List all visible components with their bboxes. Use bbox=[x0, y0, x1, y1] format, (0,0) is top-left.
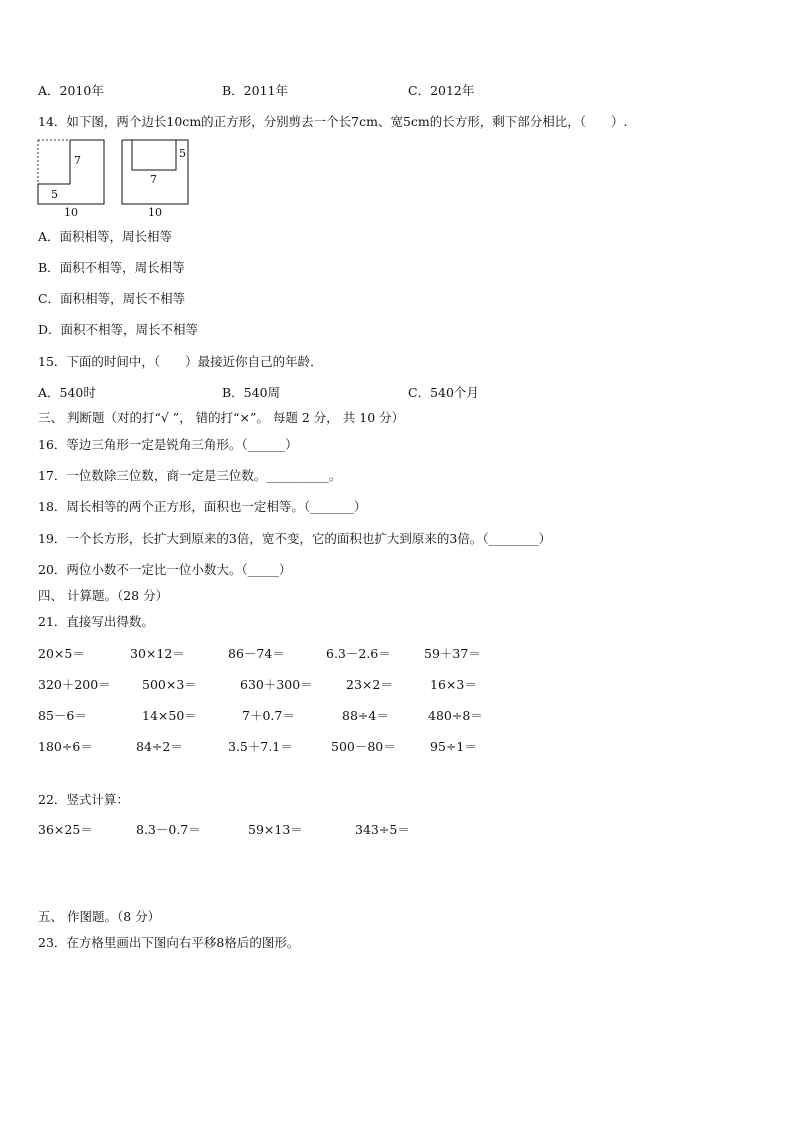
q21-item: 86－74＝ bbox=[228, 646, 285, 661]
q21-item: 30×12＝ bbox=[130, 646, 185, 661]
q21-item: 20×5＝ bbox=[38, 646, 85, 661]
q21-item: 23×2＝ bbox=[346, 677, 393, 692]
left-fig-height-label: 7 bbox=[74, 154, 81, 167]
q18: 18．周长相等的两个正方形，面积也一定相等。（_______） bbox=[38, 499, 367, 514]
left-square-figure bbox=[38, 140, 104, 219]
q14-figure bbox=[36, 136, 196, 222]
section3-heading: 三、 判断题（对的打“√ ”， 错的打“×”。 每题 2 分， 共 10 分） bbox=[38, 410, 405, 425]
right-fig-height-label: 5 bbox=[179, 147, 186, 160]
right-square-figure bbox=[122, 140, 188, 219]
q22-item: 59×13＝ bbox=[248, 822, 303, 837]
q21-item: 180÷6＝ bbox=[38, 739, 93, 754]
q22-stem: 22．竖式计算： bbox=[38, 792, 129, 807]
q21-stem: 21．直接写出得数。 bbox=[38, 614, 154, 629]
q17: 17．一位数除三位数，商一定是三位数。__________。 bbox=[38, 468, 342, 483]
right-fig-side-label: 10 bbox=[148, 206, 162, 219]
q14-figure-svg bbox=[36, 136, 196, 222]
q16: 16．等边三角形一定是锐角三角形。（______） bbox=[38, 437, 298, 452]
q21-item: 500－80＝ bbox=[331, 739, 396, 754]
q14-option-d: D．面积不相等，周长不相等 bbox=[38, 322, 199, 337]
q21-item: 480÷8＝ bbox=[428, 708, 483, 723]
q21-item: 84÷2＝ bbox=[136, 739, 183, 754]
q22-item: 8.3－0.7＝ bbox=[136, 822, 201, 837]
left-fig-width-label: 5 bbox=[51, 188, 58, 201]
q13-option-a: A．2010年 bbox=[38, 83, 104, 98]
section4-heading: 四、 计算题。（28 分） bbox=[38, 588, 169, 603]
q13-option-b: B．2011年 bbox=[222, 83, 288, 98]
q21-item: 59＋37＝ bbox=[424, 646, 481, 661]
q13-option-c: C．2012年 bbox=[408, 83, 475, 98]
q21-item: 16×3＝ bbox=[430, 677, 477, 692]
section5-heading: 五、 作图题。（8 分） bbox=[38, 909, 161, 924]
q21-item: 6.3－2.6＝ bbox=[326, 646, 391, 661]
q15-stem: 15．下面的时间中，（ ）最接近你自己的年龄． bbox=[38, 354, 323, 369]
q21-item: 14×50＝ bbox=[142, 708, 197, 723]
q21-item: 95÷1＝ bbox=[430, 739, 477, 754]
q22-item: 343÷5＝ bbox=[355, 822, 410, 837]
q21-item: 630＋300＝ bbox=[240, 677, 313, 692]
q21-item: 500×3＝ bbox=[142, 677, 197, 692]
q21-item: 3.5＋7.1＝ bbox=[228, 739, 293, 754]
q15-option-c: C．540个月 bbox=[408, 385, 479, 400]
q21-item: 88÷4＝ bbox=[342, 708, 389, 723]
q20: 20．两位小数不一定比一位小数大。（_____） bbox=[38, 562, 292, 577]
q19: 19．一个长方形，长扩大到原来的3倍，宽不变，它的面积也扩大到原来的3倍。（________） bbox=[38, 531, 552, 546]
q21-item: 7＋0.7＝ bbox=[242, 708, 295, 723]
right-fig-width-label: 7 bbox=[150, 173, 157, 186]
q15-option-a: A．540时 bbox=[38, 385, 96, 400]
q23-stem: 23．在方格里画出下图向右平移8格后的图形。 bbox=[38, 935, 300, 950]
q14-option-a: A．面积相等，周长相等 bbox=[38, 229, 173, 244]
q21-item: 320＋200＝ bbox=[38, 677, 111, 692]
left-fig-side-label: 10 bbox=[64, 206, 78, 219]
q15-option-b: B．540周 bbox=[222, 385, 281, 400]
q22-item: 36×25＝ bbox=[38, 822, 93, 837]
q14-stem: 14．如下图，两个边长10cm的正方形，分别剪去一个长7cm、宽5cm的长方形，剩下部分相比，（ ）. bbox=[38, 114, 628, 129]
q21-item: 85－6＝ bbox=[38, 708, 87, 723]
q14-option-b: B．面积不相等，周长相等 bbox=[38, 260, 185, 275]
q14-option-c: C．面积相等，周长不相等 bbox=[38, 291, 186, 306]
